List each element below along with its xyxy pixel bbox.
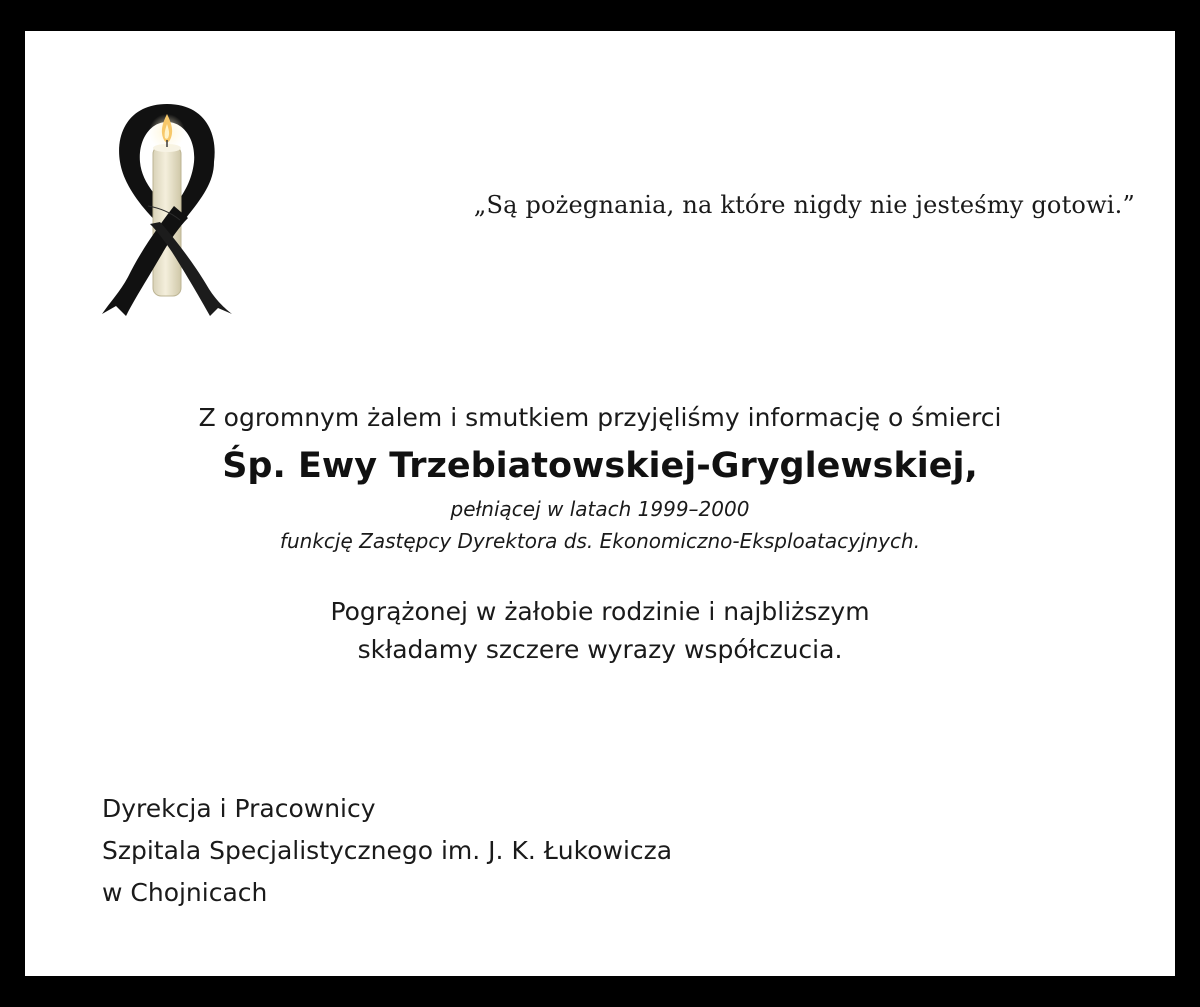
deceased-name: Śp. Ewy Trzebiatowskiej-Gryglewskiej,: [222, 446, 978, 486]
mourning-ribbon-candle-icon: [100, 102, 234, 316]
memorial-quote: „Są pożegnania, na które nigdy nie jesteśmy gotowi.”: [473, 191, 1135, 219]
role-line-1: pełniącej w latach 1999–2000: [450, 497, 750, 521]
signature-line-3: w Chojnicach: [102, 878, 268, 907]
signature-block: [102, 788, 672, 914]
role-description: [25, 493, 1175, 557]
signature-line-2: Szpitala Specjalistycznego im. J. K. Łukowicza: [102, 836, 673, 865]
notice-intro: Z ogromnym żalem i smutkiem przyjęliśmy informację o śmierci: [198, 403, 1002, 432]
role-line-2: funkcję Zastępcy Dyrektora ds. Ekonomiczno-Eksploatacyjnych.: [279, 529, 921, 553]
condolence-message: [25, 593, 1175, 669]
condolence-line-2: składamy szczere wyrazy współczucia.: [357, 635, 843, 664]
condolence-card: [25, 31, 1175, 976]
condolence-line-1: Pogrążonej w żałobie rodzinie i najbliższym: [330, 597, 870, 626]
signature-line-1: Dyrekcja i Pracownicy: [102, 794, 376, 823]
notice-body: [25, 400, 1175, 669]
